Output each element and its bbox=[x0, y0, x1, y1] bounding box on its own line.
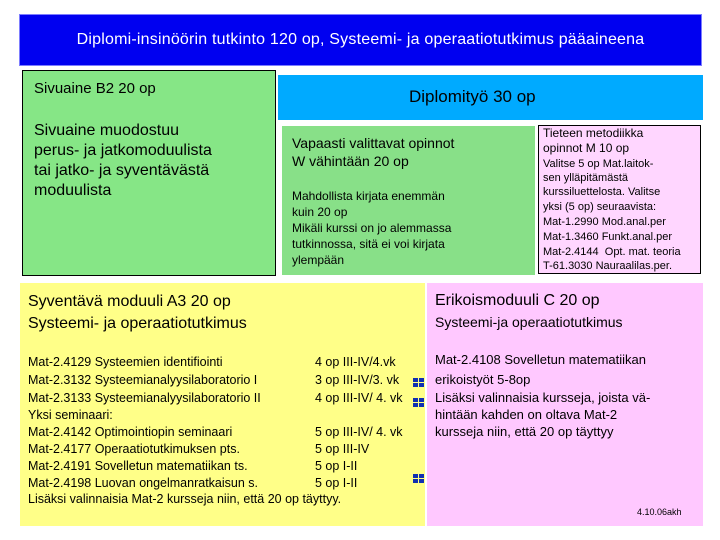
minor-heading: Sivuaine B2 20 op bbox=[34, 80, 156, 97]
method-line: sen ylläpitämästä bbox=[543, 172, 628, 184]
advanced-module-box bbox=[20, 283, 425, 526]
method-line: Mat-2.4144 Opt. mat. teoria bbox=[543, 246, 681, 258]
method-line: Mat-1.2990 Mod.anal.per bbox=[543, 216, 666, 228]
method-line: Valitse 5 op Mat.laitok- bbox=[543, 158, 654, 170]
page-title: Diplomi-insinöörin tutkinto 120 op, Systeemi- ja operaatiotutkimus pääaineena bbox=[76, 31, 645, 48]
advanced-heading-line: Systeemi- ja operaatiotutkimus bbox=[28, 315, 247, 332]
course-name: Mat-2.4177 Operaatiotutkimuksen pts. bbox=[28, 442, 240, 456]
advanced-heading-line: Syventävä moduuli A3 20 op bbox=[28, 293, 231, 310]
method-line: yksi (5 op) seuraavista: bbox=[543, 201, 657, 213]
course-name: Mat-2.4142 Optimointiopin seminaari bbox=[28, 425, 233, 439]
method-line: T-61.3030 Nauraalilas.per. bbox=[543, 260, 673, 272]
method-heading-line: Tieteen metodiikka bbox=[543, 126, 644, 140]
thesis-box bbox=[278, 75, 703, 120]
methodology-box bbox=[538, 125, 701, 274]
course-name: Mat-2.4198 Luovan ongelmanratkaisun s. bbox=[28, 476, 259, 490]
date-stamp: 4.10.06akh bbox=[637, 507, 682, 517]
special-line: Lisäksi valinnaisia kursseja, joista vä- bbox=[435, 390, 651, 405]
minor-subject-box bbox=[22, 70, 276, 276]
minor-line: Sivuaine muodostuu bbox=[34, 122, 179, 139]
title-bar bbox=[19, 14, 702, 66]
course-credits: 5 op I-II bbox=[315, 459, 358, 473]
course-name: Mat-2.3133 Systeemianalyysilaboratorio II bbox=[28, 391, 261, 405]
method-heading-line: opinnot M 10 op bbox=[543, 141, 630, 155]
special-line: kursseja niin, että 20 op täyttyy bbox=[435, 424, 614, 439]
method-line: Mat-1.3460 Funkt.anal.per bbox=[543, 231, 673, 243]
free-note-line: Mahdollista kirjata enemmän bbox=[292, 189, 445, 203]
course-name: Mat-2.4191 Sovelletun matematiikan ts. bbox=[28, 459, 248, 473]
free-heading-line: Vapaasti valittavat opinnot bbox=[292, 135, 455, 151]
free-heading-line: W vähintään 20 op bbox=[292, 153, 409, 169]
minor-line: moduulista bbox=[34, 182, 112, 199]
course-name: Yksi seminaari: bbox=[28, 408, 113, 422]
minor-line: perus- ja jatkomoduulista bbox=[34, 142, 212, 159]
course-credits: 4 op III-IV/4.vk bbox=[315, 355, 396, 369]
method-line: kurssiluettelosta. Valitse bbox=[543, 186, 661, 198]
course-credits: 5 op III-IV/ 4. vk bbox=[315, 425, 403, 439]
thesis-heading: Diplomityö 30 op bbox=[409, 87, 536, 106]
logo-mark-icon bbox=[413, 398, 425, 407]
course-name: Mat-2.3132 Systeemianalyysilaboratorio I bbox=[28, 373, 258, 387]
free-note-line: kuin 20 op bbox=[292, 205, 348, 219]
special-line: hintään kahden on oltava Mat-2 bbox=[435, 407, 618, 422]
course-credits: 5 op I-II bbox=[315, 476, 358, 490]
course-credits: 5 op III-IV bbox=[315, 442, 370, 456]
minor-line: tai jatko- ja syventävästä bbox=[34, 162, 210, 179]
course-name: Mat-2.4129 Systeemien identifiointi bbox=[28, 355, 223, 369]
logo-mark-icon bbox=[413, 378, 425, 387]
special-line: erikoistyöt 5-8op bbox=[435, 372, 531, 387]
free-electives-box bbox=[282, 126, 535, 275]
course-credits: 4 op III-IV/ 4. vk bbox=[315, 391, 403, 405]
free-note-line: Mikäli kurssi on jo alemmassa bbox=[292, 221, 452, 235]
logo-mark-icon bbox=[413, 474, 425, 483]
special-module-box bbox=[427, 283, 703, 526]
special-subheading: Systeemi-ja operaatiotutkimus bbox=[435, 314, 623, 330]
free-note-line: ylempään bbox=[292, 253, 345, 267]
course-credits: 3 op III-IV/3. vk bbox=[315, 373, 400, 387]
special-heading: Erikoismoduuli C 20 op bbox=[435, 292, 600, 309]
special-line: Mat-2.4108 Sovelletun matematiikan bbox=[435, 352, 647, 367]
free-note-line: tutkinnossa, sitä ei voi kirjata bbox=[292, 237, 445, 251]
advanced-footer: Lisäksi valinnaisia Mat-2 kursseja niin, että 20 op täyttyy. bbox=[28, 492, 342, 506]
